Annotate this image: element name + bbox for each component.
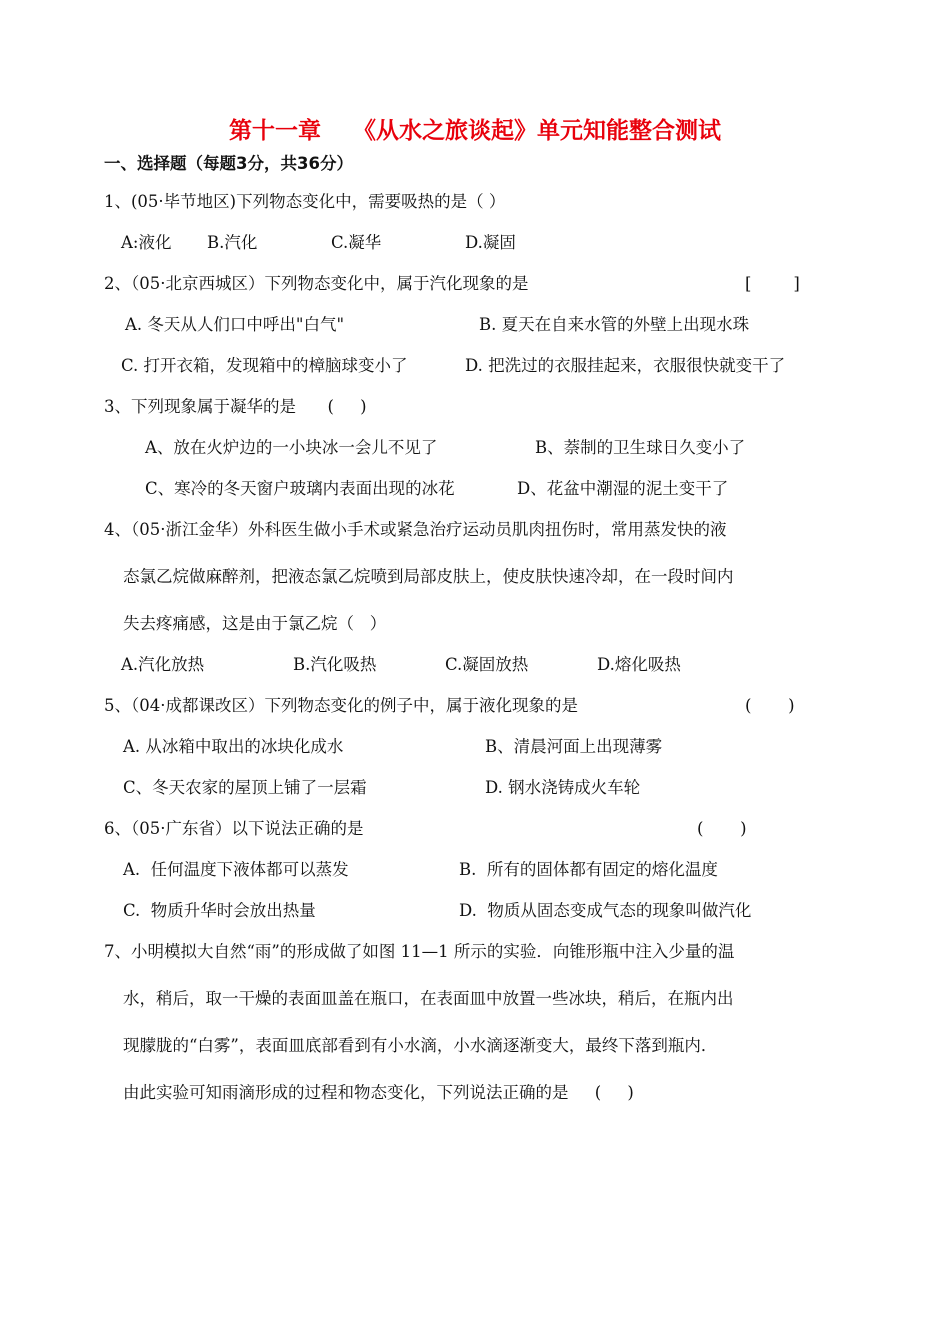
- question-7-stem-line-3: 现朦胧的“白雾”，表面皿底部看到有小水滴，小水滴逐渐变大，最终下落到瓶内．: [123, 1036, 718, 1055]
- question-6-option-c: C. 物质升华时会放出热量: [123, 901, 316, 920]
- question-1-option-b: B.汽化: [207, 233, 258, 252]
- question-1-option-c: C.凝华: [331, 233, 382, 252]
- question-5-option-c: C、冬天农家的屋顶上铺了一层霜: [123, 778, 367, 797]
- question-7-stem-line-4: 由此实验可知雨滴形成的过程和物态变化，下列说法正确的是 ( ): [123, 1083, 634, 1102]
- question-4-stem-line-1: 4、（05·浙江金华）外科医生做小手术或紧急治疗运动员肌肉扭伤时，常用蒸发快的液: [104, 520, 727, 539]
- question-2-option-b: B. 夏天在自来水管的外壁上出现水珠: [479, 315, 750, 334]
- question-2-option-a: A. 冬天从人们口中呼出"白气": [125, 315, 345, 334]
- question-5-stem: 5、（04·成都课改区）下列物态变化的例子中，属于液化现象的是: [104, 696, 578, 715]
- question-6-answer-bracket: ( ): [697, 819, 747, 838]
- question-2-option-c: C. 打开衣箱，发现箱中的樟脑球变小了: [121, 356, 408, 375]
- question-1-option-a: A:液化: [121, 233, 172, 252]
- question-1-option-d: D.凝固: [465, 233, 516, 252]
- question-5-answer-bracket: ( ): [745, 696, 795, 715]
- question-2-answer-bracket: [ ]: [745, 274, 800, 293]
- question-6-option-d: D. 物质从固态变成气态的现象叫做汽化: [459, 901, 752, 920]
- question-6-option-b: B. 所有的固体都有固定的熔化温度: [459, 860, 718, 879]
- page-title: 第十一章 《从水之旅谈起》单元知能整合测试: [228, 118, 722, 144]
- question-3-option-d: D、花盆中潮湿的泥土变干了: [517, 479, 729, 498]
- question-4-stem-line-3: 失去疼痛感，这是由于氯乙烷（ ）: [123, 614, 387, 633]
- question-7-stem-line-1: 7、小明模拟大自然“雨”的形成做了如图 11—1 所示的实验．向锥形瓶中注入少量的温: [104, 942, 735, 961]
- question-5-option-b: B、清晨河面上出现薄雾: [485, 737, 663, 756]
- question-6-stem: 6、（05·广东省）以下说法正确的是: [104, 819, 364, 838]
- question-3-option-c: C、寒冷的冬天窗户玻璃内表面出现的冰花: [145, 479, 455, 498]
- question-7-stem-line-2: 水，稍后，取一干燥的表面皿盖在瓶口，在表面皿中放置一些冰块，稍后，在瓶内出: [123, 989, 734, 1008]
- question-5-option-d: D. 钢水浇铸成火车轮: [485, 778, 641, 797]
- question-3-option-b: B、萘制的卫生球日久变小了: [535, 438, 746, 457]
- question-4-option-d: D.熔化吸热: [597, 655, 681, 674]
- question-4-option-c: C.凝固放热: [445, 655, 529, 674]
- question-6-option-a: A. 任何温度下液体都可以蒸发: [123, 860, 349, 879]
- question-5-option-a: A. 从冰箱中取出的冰块化成水: [123, 737, 344, 756]
- section-title: 一、选择题（每题3分，共36分）: [104, 154, 353, 173]
- question-4-option-b: B.汽化吸热: [293, 655, 377, 674]
- question-2-stem: 2、（05·北京西城区）下列物态变化中，属于汽化现象的是: [104, 274, 529, 293]
- question-2-option-d: D. 把洗过的衣服挂起来，衣服很快就变干了: [465, 356, 786, 375]
- question-4-option-a: A.汽化放热: [121, 655, 205, 674]
- question-3-stem: 3、下列现象属于凝华的是 ( ): [104, 397, 367, 416]
- question-4-stem-line-2: 态氯乙烷做麻醉剂，把液态氯乙烷喷到局部皮肤上，使皮肤快速冷却，在一段时间内: [123, 567, 734, 586]
- question-1-stem: 1、(05·毕节地区)下列物态变化中，需要吸热的是（ ）: [104, 192, 506, 211]
- question-3-option-a: A、放在火炉边的一小块冰一会儿不见了: [145, 438, 438, 457]
